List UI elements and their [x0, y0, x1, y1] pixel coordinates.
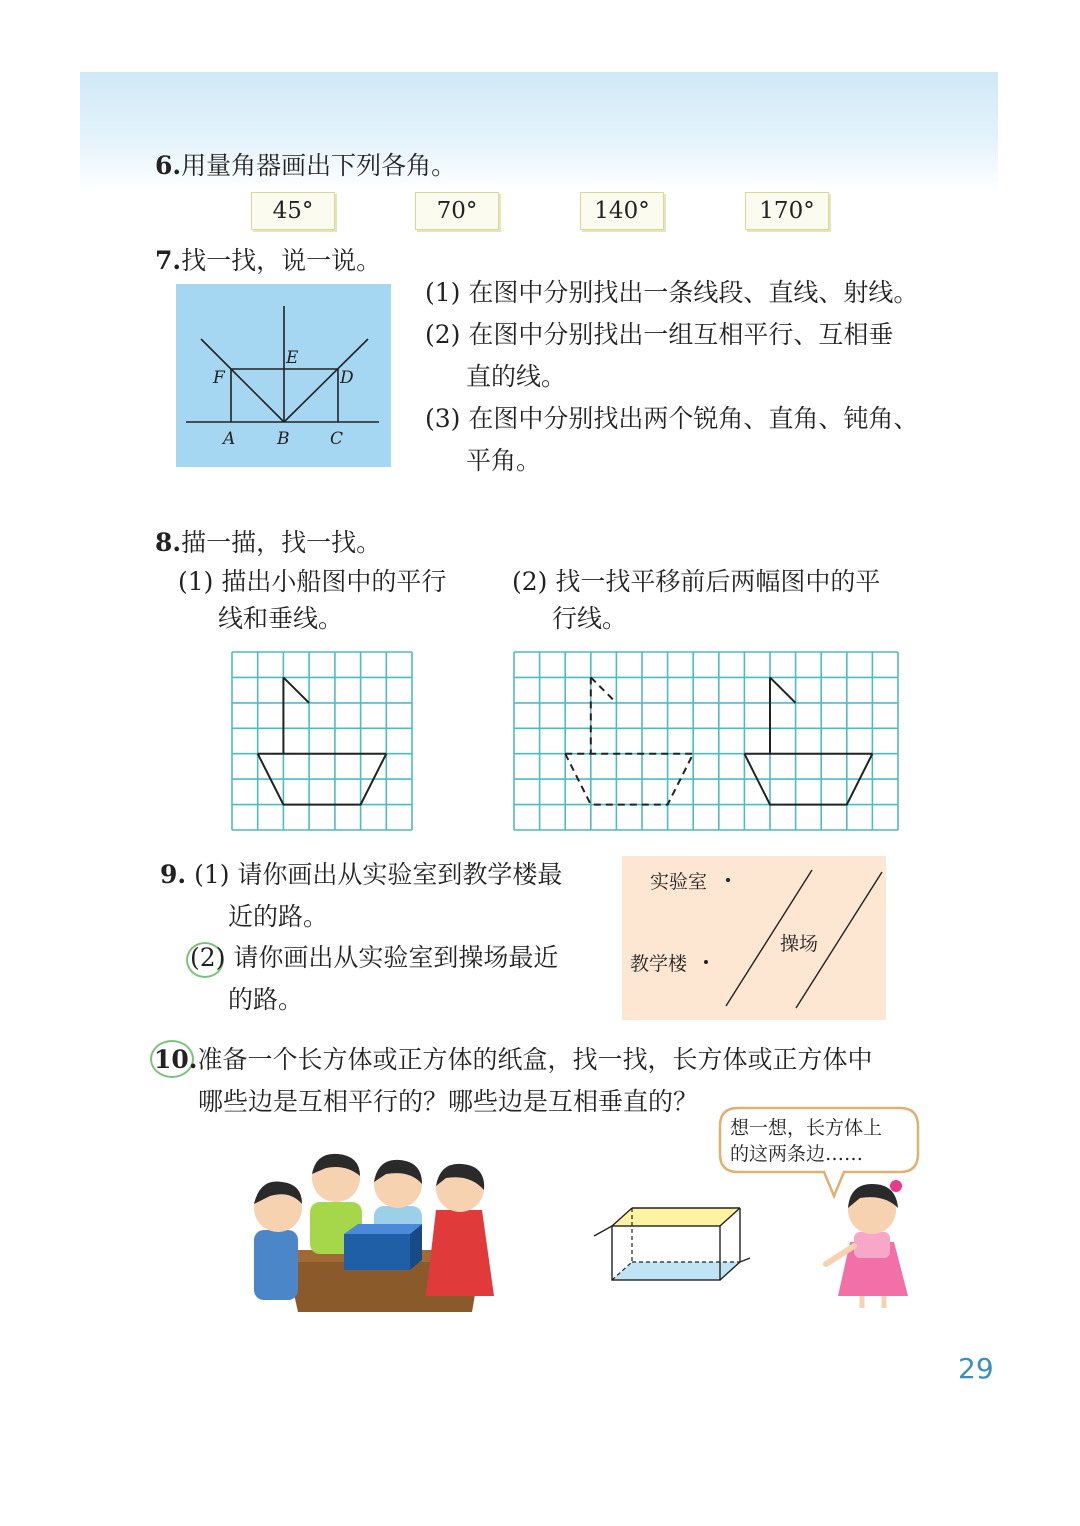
q8-sub1-line2: 线和垂线。 — [218, 604, 344, 633]
q9-sub2-line1: (2) 请你画出从实验室到操场最近 — [190, 943, 559, 972]
q7-item-3-line2: 平角。 — [466, 446, 542, 475]
q6-number: 6. — [155, 151, 182, 180]
q8-text: 描一描，找一找。 — [181, 528, 382, 557]
label-a: A — [223, 429, 236, 449]
q7-heading — [155, 248, 381, 273]
q7-text: 找一找，说一说。 — [181, 246, 382, 275]
teaching-dot — [704, 960, 708, 964]
paper-box-illustration — [344, 1224, 422, 1270]
boat-grid — [230, 650, 414, 832]
pointing-girl-illustration — [822, 1176, 922, 1310]
angle-box-70: 70° — [415, 192, 499, 230]
q7-item-1: (1) 在图中分别找出一条线段、直线、射线。 — [425, 278, 919, 307]
q8-sub1-line1: (1) 描出小船图中的平行 — [178, 567, 447, 596]
boy-left-illustration — [254, 1181, 302, 1300]
q9-sub1-line2: 近的路。 — [228, 902, 329, 931]
map-figure — [622, 856, 886, 1020]
children-illustration — [246, 1146, 510, 1312]
q8-sub2-line1: (2) 找一找平移前后两幅图中的平 — [512, 567, 881, 596]
bubble-line1: 想一想，长方体上 — [730, 1117, 883, 1139]
label-f: F — [213, 368, 225, 388]
q7-item-2-line1: (2) 在图中分别找出一组互相平行、互相垂 — [425, 320, 894, 349]
lab-dot — [726, 878, 730, 882]
label-c: C — [330, 429, 344, 449]
label-d: D — [340, 368, 354, 388]
q9-sub1-line1 — [160, 862, 562, 887]
bubble-line2: 的这两条边…… — [730, 1143, 864, 1165]
translation-grid-bg — [514, 652, 898, 830]
q10-line1 — [154, 1047, 873, 1072]
q8-heading — [155, 530, 381, 555]
translation-grid — [512, 650, 900, 832]
angle-box-45: 45° — [251, 192, 335, 230]
q7-item-3-line1: (3) 在图中分别找出两个锐角、直角、钝角、 — [425, 404, 919, 433]
boat-grid-bg — [232, 652, 412, 830]
q8-number: 8. — [155, 528, 182, 557]
label-e: E — [286, 348, 299, 368]
cuboid-figure — [592, 1198, 752, 1298]
q10-number: 10. — [154, 1045, 198, 1074]
q7-figure — [176, 284, 391, 467]
q7-item-2-line2: 直的线。 — [466, 362, 567, 391]
cuboid-bottom-face — [612, 1262, 740, 1280]
page-number: 29 — [958, 1352, 994, 1385]
q6-heading — [155, 153, 456, 178]
q8-sub2-line2: 行线。 — [552, 604, 628, 633]
cuboid-top-face — [612, 1208, 740, 1226]
q10-line1-text: 准备一个长方体或正方体的纸盒，找一找，长方体或正方体中 — [197, 1045, 873, 1074]
q7-number: 7. — [155, 246, 182, 275]
angle-box-140: 140° — [580, 192, 664, 230]
map-label-lab: 实验室 — [650, 871, 708, 893]
q6-text: 用量角器画出下列各角。 — [181, 151, 457, 180]
angle-box-170: 170° — [745, 192, 829, 230]
map-label-teaching: 教学楼 — [630, 953, 688, 975]
label-b: B — [277, 429, 290, 449]
q9-number: 9. — [160, 860, 187, 889]
girl-right-illustration — [426, 1164, 494, 1296]
q9-sub2-line2: 的路。 — [228, 985, 304, 1014]
q9-sub1-text: (1) 请你画出从实验室到教学楼最 — [194, 860, 563, 889]
q10-line2: 哪些边是互相平行的？哪些边是互相垂直的？ — [198, 1087, 699, 1116]
map-label-playground: 操场 — [780, 933, 819, 955]
